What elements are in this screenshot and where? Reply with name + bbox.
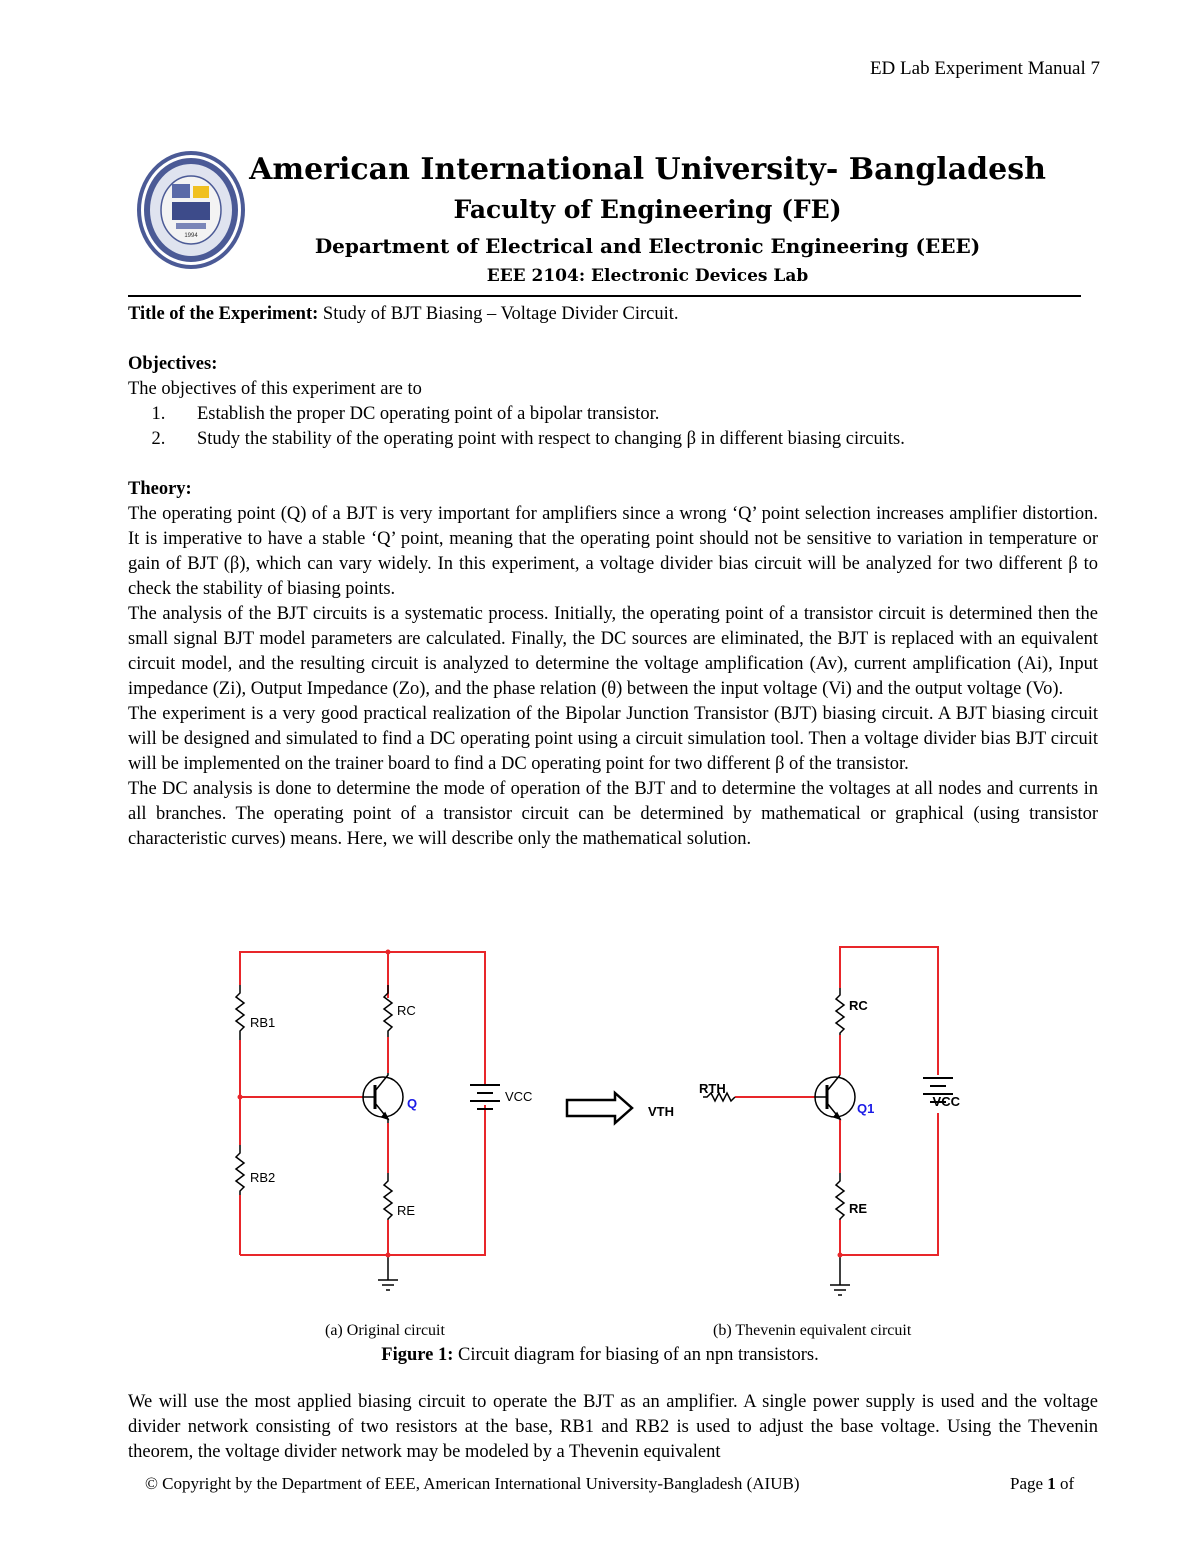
circuit-diagram (225, 935, 970, 1305)
circuit-a-components (236, 985, 500, 1290)
running-header: ED Lab Experiment Manual 7 (869, 58, 1100, 79)
theory-heading: Theory: (128, 479, 192, 499)
label-vth: VTH (648, 1104, 674, 1119)
title-value: Study of BJT Biasing – Voltage Divider Circuit. (322, 304, 679, 324)
page-suffix: of (1055, 1474, 1075, 1493)
department-name: Department of Electrical and Electronic Engineering (EEE) (314, 234, 981, 258)
label-rth: RTH (699, 1081, 726, 1096)
faculty-name: Faculty of Engineering (FE) (453, 195, 842, 224)
list-item: 1. Establish the proper DC operating point of a bipolar transistor. (170, 402, 1098, 427)
label-re: RE (397, 1203, 416, 1218)
label-vcc-a: VCC (505, 1089, 533, 1104)
label-rb1: RB1 (250, 1015, 276, 1030)
circuit-a (240, 952, 485, 1255)
header-rule (128, 295, 1081, 297)
theory-paragraph: The analysis of the BJT circuits is a systematic process. Initially, the operating point of a transistor circuit is determined then the small signal BJT model parameters are calculated. Finally, the DC sources are eliminated, the BJT is replaced with an equivalent circuit model, and the resulting circuit is analyzed to determine the voltage amplification (Av), current amplification (Ai), Input impedance (Zi), Output Impedance (Zo), and the phase relation (θ) between the input voltage (Vi) and the output voltage (Vo). (128, 604, 1098, 699)
label-rc: RC (397, 1003, 416, 1018)
main-content (128, 300, 1098, 852)
page-number: 1 (1047, 1474, 1056, 1493)
university-logo (136, 150, 246, 270)
label-rb2: RB2 (250, 1170, 276, 1185)
circuit-b-components (703, 988, 953, 1295)
objectives-list (128, 402, 1098, 452)
body-paragraph: We will use the most applied biasing circuit to operate the BJT as an amplifier. A single power supply is used and the voltage divider network consisting of two resistors at the base, RB1 and RB2 is used to adjust the base voltage. Using the Thevenin theorem, the voltage divider network may be modeled by a Thevenin equivalent (128, 1392, 1098, 1462)
course-name: EEE 2104: Electronic Devices Lab (486, 266, 809, 286)
list-item: 2. Study the stability of the operating point with respect to changing β in different biasing circuits. (170, 427, 1098, 452)
figure-caption-b: (b) Thevenin equivalent circuit (713, 1322, 912, 1339)
label-q1: Q1 (857, 1101, 875, 1116)
footer-page (1010, 1474, 1074, 1494)
theory-paragraph: The experiment is a very good practical realization of the Bipolar Junction Transistor (BJT) biasing circuit. A BJT biasing circuit will be designed and simulated to find a DC operating point using a circuit simulation tool. Then a voltage divider bias BJT circuit will be implemented on the trainer board to find a DC operating point for two different β of the transistor. (128, 704, 1098, 774)
objectives-heading: Objectives: (128, 354, 218, 374)
svg-text:1994: 1994 (184, 233, 198, 239)
page-label: Page (1010, 1474, 1048, 1493)
theory-paragraph: The operating point (Q) of a BJT is very important for amplifiers since a wrong ‘Q’ point selection increases amplifier distortion. It is imperative to have a stable ‘Q’ point, meaning that the operating point should not be sensitive to variation in temperature or gain of BJT (β), which can vary widely. In this experiment, a voltage divider bias circuit will be analyzed for two different β to check the stability of biasing points. (128, 504, 1098, 599)
figure-caption (0, 1345, 1200, 1366)
title-label: Title of the Experiment: (128, 304, 319, 324)
university-name: American International University- Bangladesh (249, 152, 1046, 187)
label-re-b: RE (849, 1201, 868, 1216)
experiment-title (128, 302, 1098, 327)
figure-caption-text: Circuit diagram for biasing of an npn transistors. (453, 1345, 819, 1365)
theory-paragraph: The DC analysis is done to determine the mode of operation of the BJT and to determine the voltages at all nodes and currents in all branches. The operating point of a transistor circuit can be determined by mathematical or graphical (using transistor characteristic curves) means. Here, we will describe only the mathematical solution. (128, 779, 1098, 849)
objectives-intro: The objectives of this experiment are to (128, 379, 422, 399)
label-q: Q (407, 1096, 418, 1111)
footer-copyright: © Copyright by the Department of EEE, American International University-Bangladesh (AIUB) (145, 1474, 800, 1493)
figure-caption-a: (a) Original circuit (325, 1322, 445, 1339)
label-rc-b: RC (849, 998, 868, 1013)
figure-caption-label: Figure 1: (381, 1345, 454, 1365)
label-vcc-b: VCC (932, 1094, 960, 1109)
equivalence-arrow (567, 1093, 632, 1123)
